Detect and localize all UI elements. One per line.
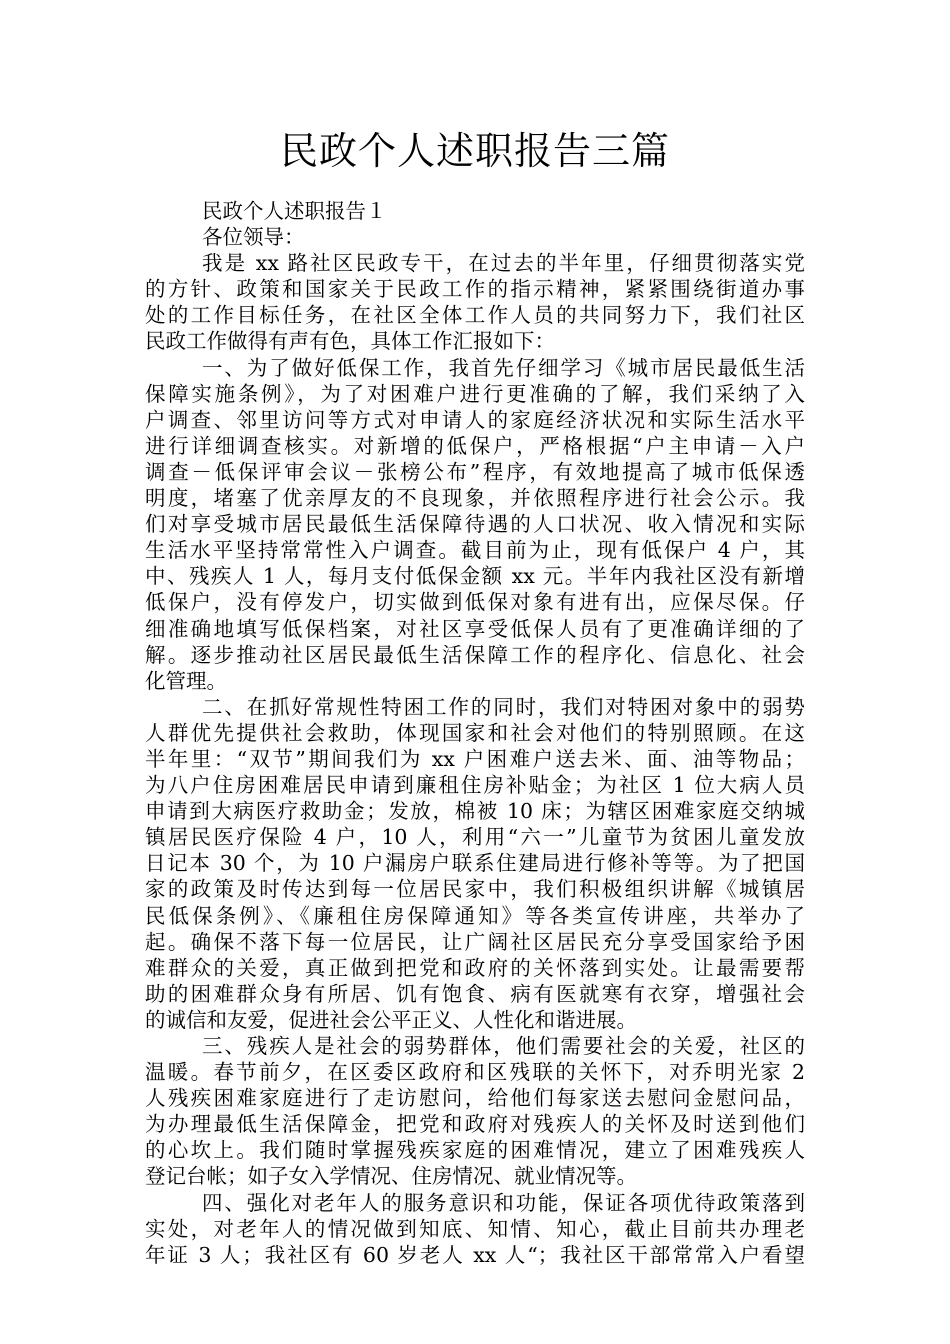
text-line: 户调查、邻里访问等方式对申请人的家庭经济状况和实际生活水平: [145, 407, 805, 432]
text-line: 为办理最低生活保障金，把党和政府对残疾人的关怀及时送到他们: [145, 1112, 805, 1137]
text-line: 民政个人述职报告１: [202, 199, 387, 223]
document-body: [145, 198, 805, 1268]
text-line: 申请到大病医疗救助金；发放，棉被 10 床；为辖区困难家庭交纳城: [145, 799, 805, 824]
text-line: 助的困难群众身有所居、饥有饱食、病有医就寒有衣穿，增强社会: [145, 981, 805, 1006]
text-line: 化管理。: [145, 668, 227, 693]
text-line: 我是 xx 路社区民政专干，在过去的半年里，仔细贯彻落实党: [202, 251, 805, 276]
text-line: 难群众的关爱，真正做到把党和政府的关怀落到实处。让最需要帮: [145, 955, 805, 980]
text-line: 家的政策及时传达到每一位居民家中，我们积极组织讲解《城镇居: [145, 877, 805, 902]
text-line: 解。逐步推动社区居民最低生活保障工作的程序化、信息化、社会: [145, 642, 805, 667]
text-line: 二、在抓好常规性特困工作的同时，我们对特困对象中的弱势: [202, 694, 805, 719]
text-line: 生活水平坚持常常性入户调查。截目前为止，现有低保户 4 户，其: [145, 538, 805, 563]
text-line: 三、残疾人是社会的弱势群体，他们需要社会的关爱，社区的: [202, 1034, 805, 1058]
text-line: 温暖。春节前夕，在区委区政府和区残联的关怀下，对乔明光家 2: [145, 1060, 805, 1085]
text-line: 为八户住房困难居民申请到廉租住房补贴金；为社区 1 位大病人员: [145, 773, 805, 798]
text-line: 登记台帐；如子女入学情况、住房情况、就业情况等。: [145, 1164, 637, 1189]
text-line: 保障实施条例》，为了对困难户进行更准确的了解，我们采纳了入: [145, 381, 805, 406]
text-line: 的方针、政策和国家关于民政工作的指示精神，紧紧围绕街道办事: [145, 277, 805, 302]
text-line: 的诚信和友爱，促进社会公平正义、人性化和谐进展。: [145, 1007, 637, 1032]
text-line: 各位领导：: [202, 225, 305, 250]
text-line: 处的工作目标任务，在社区全体工作人员的共同努力下，我们社区: [145, 303, 805, 328]
text-line: 镇居民医疗保险 4 户，10 人，利用“六一”儿童节为贫困儿童发放: [145, 825, 805, 850]
text-line: 们对享受城市居民最低生活保障待遇的人口状况、收入情况和实际: [145, 512, 805, 537]
text-line: 细准确地填写低保档案，对社区享受低保人员有了更准确详细的了: [145, 616, 805, 641]
text-line: 进行详细调查核实。对新增的低保户，严格根据“户主申请－入户: [145, 433, 805, 458]
text-line: 人残疾困难家庭进行了走访慰问，给他们每家送去慰问金慰问品，: [145, 1086, 805, 1111]
text-line: 一、为了做好低保工作，我首先仔细学习《城市居民最低生活: [202, 355, 805, 380]
text-line: 人群优先提供社会救助，体现国家和社会对他们的特别照顾。在这: [145, 720, 805, 745]
text-line: 实处，对老年人的情况做到知底、知情、知心，截止目前共办理老: [145, 1216, 805, 1241]
text-line: 起。确保不落下每一位居民，让广阔社区居民充分享受国家给予困: [145, 929, 805, 954]
text-line: 年证 3 人；我社区有 60 岁老人 xx 人“；我社区干部常常入户看望: [145, 1242, 805, 1267]
text-line: 民低保条例》、《廉租住房保障通知》等各类宣传讲座，共举办了: [145, 903, 805, 928]
text-line: 调查－低保评审会议－张榜公布”程序，有效地提高了城市低保透: [145, 459, 805, 484]
text-line: 日记本 30 个，为 10 户漏房户联系住建局进行修补等等。为了把国: [145, 851, 805, 876]
text-line: 半年里：“双节”期间我们为 xx 户困难户送去米、面、油等物品；: [145, 746, 805, 771]
text-line: 的心坎上。我们随时掌握残疾家庭的困难情况，建立了困难残疾人: [145, 1138, 805, 1163]
text-line: 民政工作做得有声有色，具体工作汇报如下：: [145, 329, 555, 354]
text-line: 明度，堵塞了优亲厚友的不良现象，并依照程序进行社会公示。我: [145, 486, 805, 511]
text-line: 低保户，没有停发户，切实做到低保对象有进有出，应保尽保。仔: [145, 590, 805, 615]
text-line: 中、残疾人 1 人，每月支付低保金额 xx 元。半年内我社区没有新增: [145, 564, 805, 589]
text-line: 四、强化对老年人的服务意识和功能，保证各项优待政策落到: [202, 1190, 805, 1215]
document-title: 民政个人述职报告三篇: [279, 129, 670, 173]
